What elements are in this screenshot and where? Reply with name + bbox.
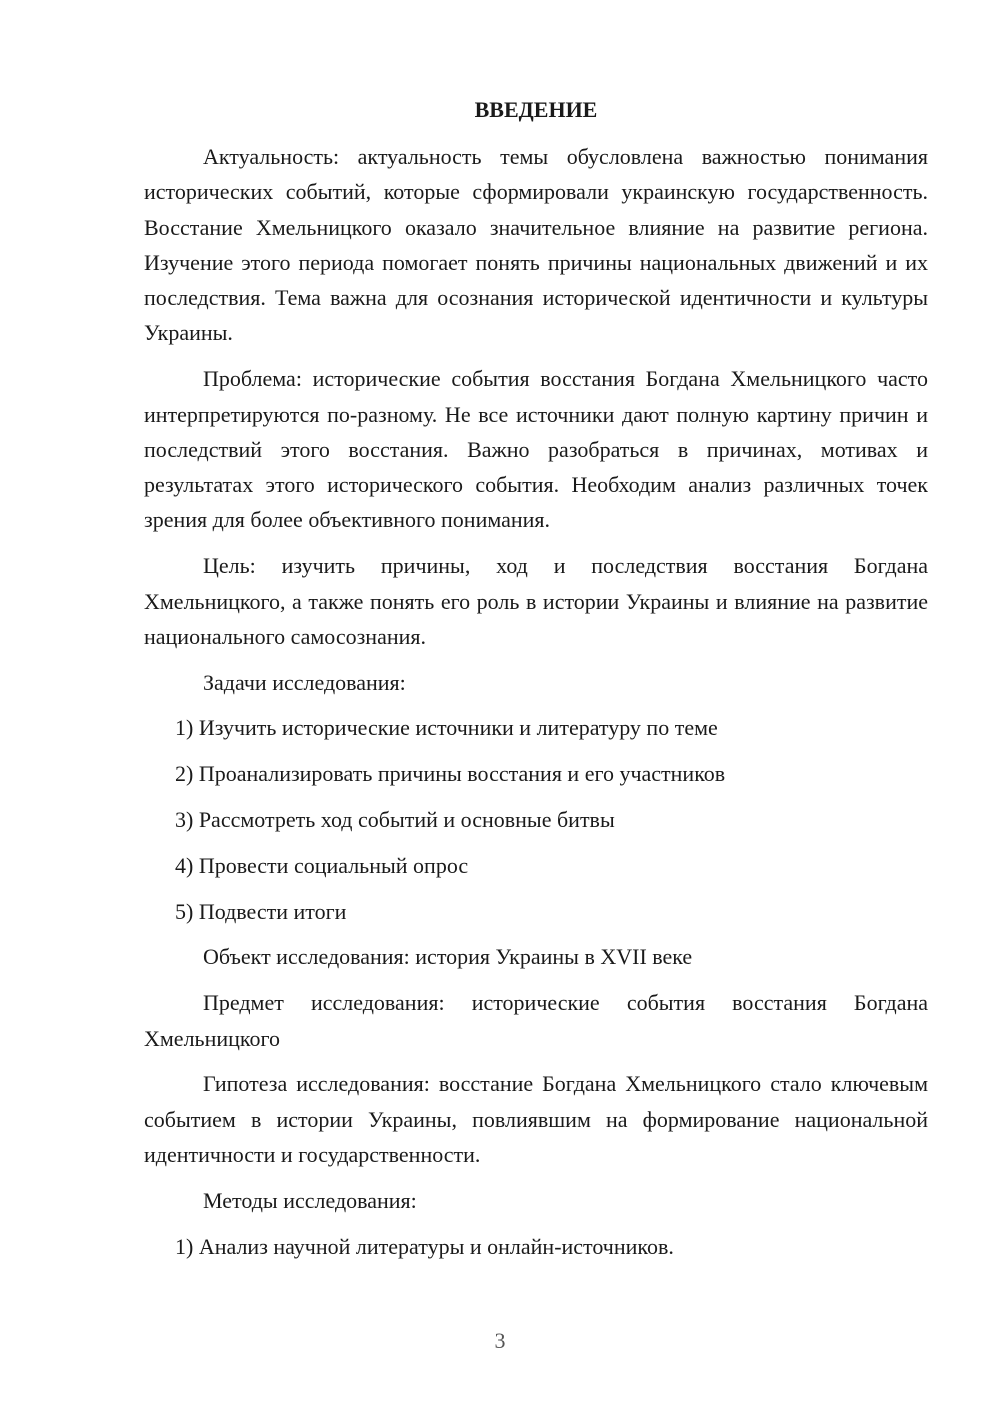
list-item: 3) Рассмотреть ход событий и основные битвы [175,807,615,833]
paragraph-subject: Предмет исследования: исторические события восстания Богдана Хмельницкого [144,990,928,1051]
list-item: 1) Анализ научной литературы и онлайн-источников. [175,1233,674,1259]
paragraph-hypothesis: Гипотеза исследования: восстание Богдана Хмельницкого стало ключевым событием в истории Украины, повлиявшим на формирование национальной идентичности и государственности. [144,1071,928,1167]
paragraph-relevance: Актуальность: актуальность темы обусловлена важностью понимания исторических событий, которые сформировали украинскую государственность. Восстание Хмельницкого оказало значительное влияние на развитие региона. Изучение этого периода помогает понять причины национальных движений и их последствия. Тема важна для осознания исторической идентичности и культуры Украины. [144,144,928,346]
methods-heading: Методы исследования: [203,1187,417,1213]
paragraph-goal: Цель: изучить причины, ход и последствия восстания Богдана Хмельницкого, а также понять его роль в истории Украины и влияние на развитие национального самосознания. [144,553,928,649]
list-item: 4) Провести социальный опрос [175,852,469,878]
list-item: 2) Проанализировать причины восстания и его участников [175,761,726,787]
paragraph-object: Объект исследования: история Украины в XVII веке [203,944,693,970]
paragraph-problem: Проблема: исторические события восстания Богдана Хмельницкого часто интерпретируются по-разному. Не все источники дают полную картину причин и последствий этого восстания. Важно разобраться в причинах, мотивах и результатах этого исторического события. Необходим анализ различных точек зрения для более объективного понимания. [144,366,928,533]
tasks-heading: Задачи исследования: [203,669,406,695]
page-number: 3 [494,1328,506,1353]
list-item: 1) Изучить исторические источники и литературу по теме [175,715,718,741]
section-title: ВВЕДЕНИЕ [474,97,598,122]
tasks-list [144,710,928,928]
methods-list [144,1229,928,1264]
list-item: 5) Подвести итоги [175,898,347,924]
document-page [144,92,928,1274]
